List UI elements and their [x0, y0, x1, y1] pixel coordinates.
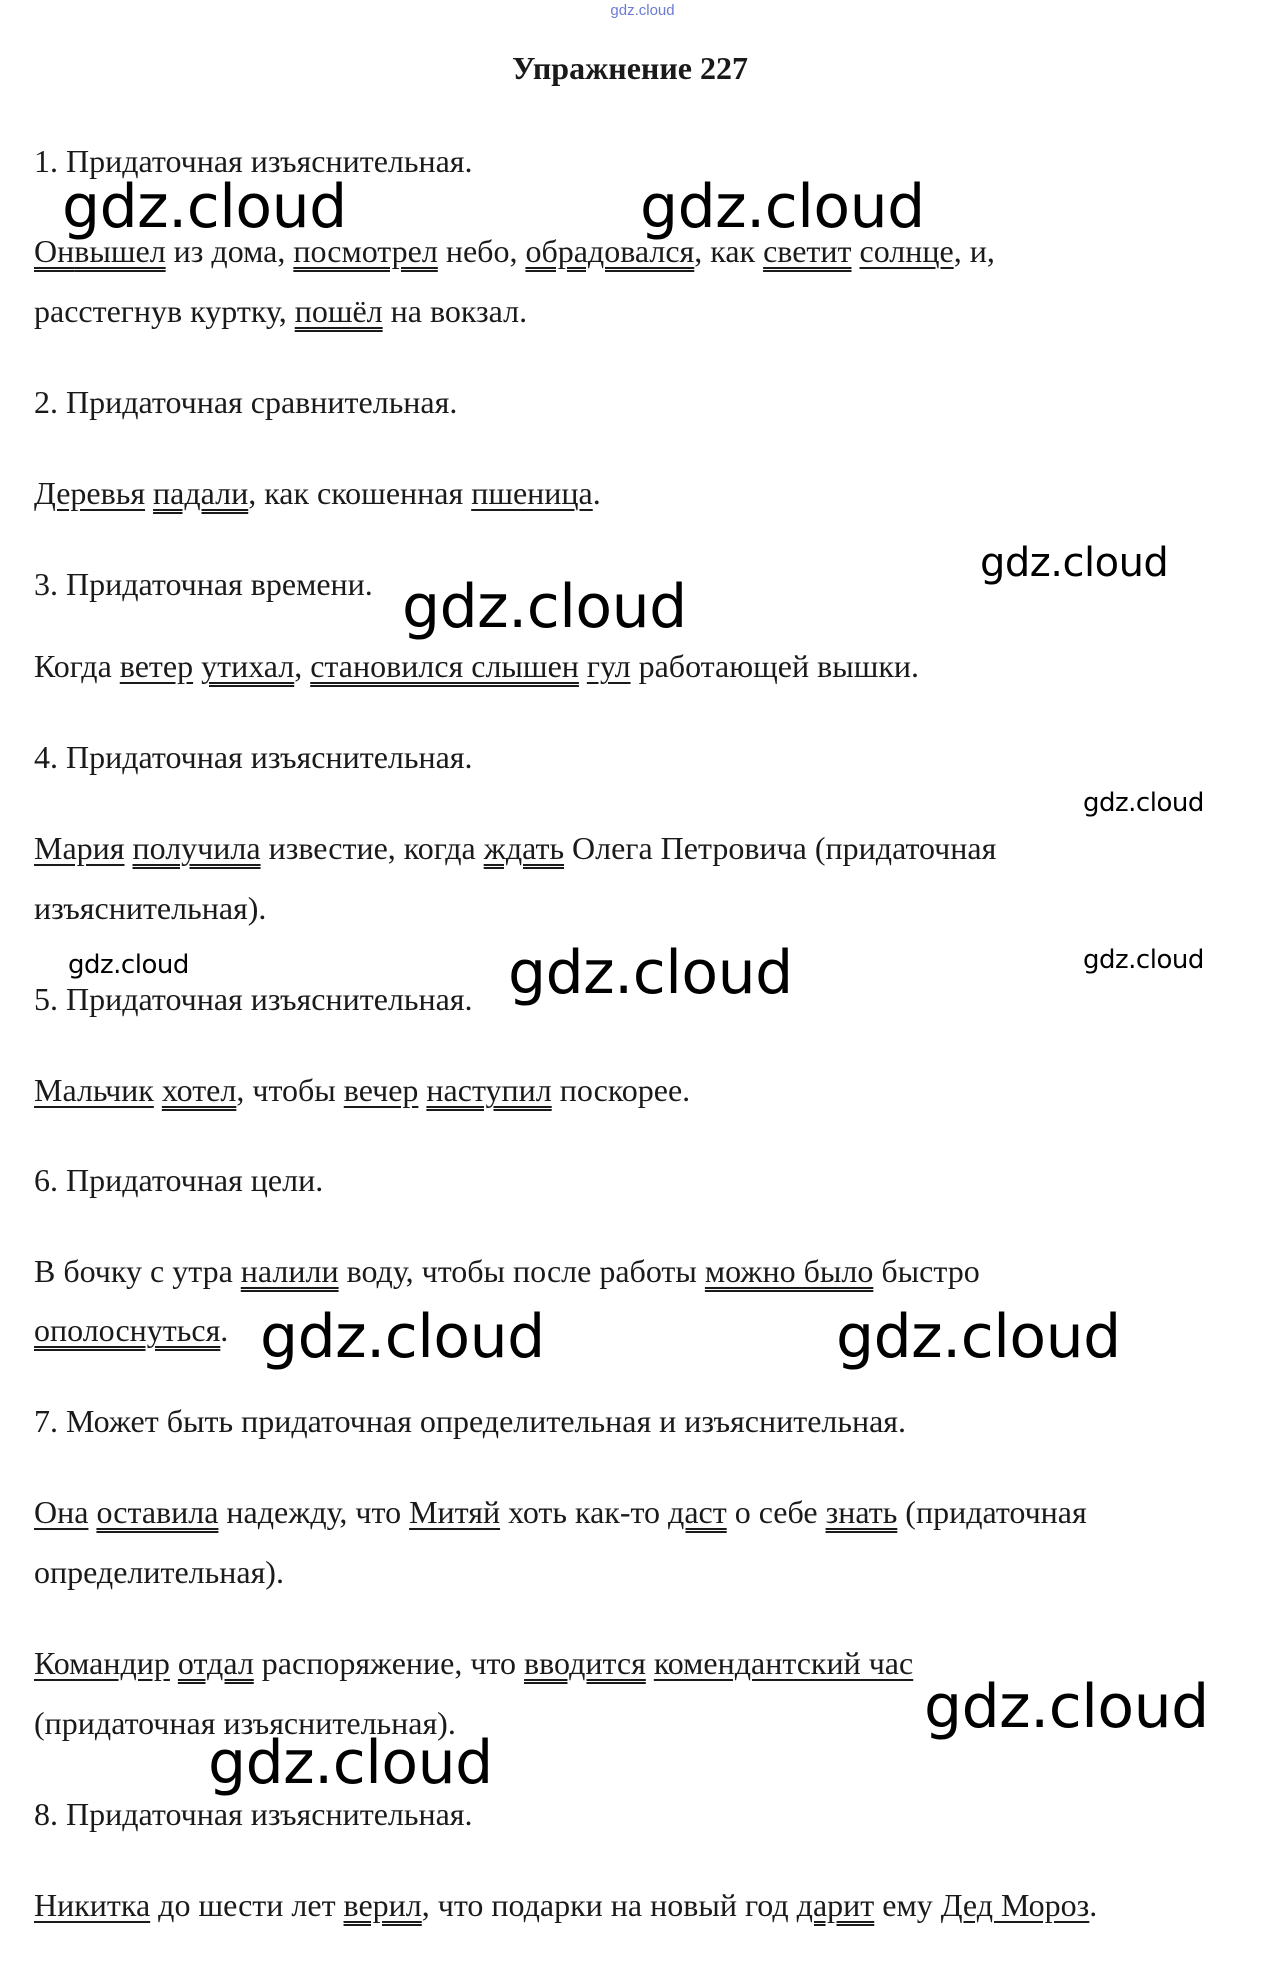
predicate: даст: [668, 1494, 727, 1530]
subject: Он: [34, 233, 75, 269]
predicate: вводится: [524, 1645, 646, 1681]
subject: вечер: [343, 1072, 419, 1108]
text: В бочку с утра: [34, 1253, 241, 1289]
item-3-sentence: [34, 648, 919, 685]
watermark: gdz.cloud: [640, 172, 925, 242]
predicate: дарит: [796, 1887, 875, 1923]
item-7-sentence-2-line-1: [34, 1645, 913, 1682]
text: [145, 475, 153, 511]
text: небо,: [437, 233, 526, 269]
predicate: хотел: [161, 1072, 237, 1108]
subject: Она: [34, 1494, 89, 1530]
text: [193, 648, 201, 684]
text: , что подарки на новый год: [421, 1887, 797, 1923]
item-2-heading: 2. Придаточная сравнительная.: [34, 384, 458, 420]
watermark: gdz.cloud: [924, 1672, 1209, 1742]
text: воду, чтобы после работы: [338, 1253, 705, 1289]
subject: гул: [586, 648, 631, 684]
text: .: [592, 475, 601, 511]
subject: Дед Мороз: [940, 1887, 1090, 1923]
predicate: наступил: [426, 1072, 552, 1108]
text: [125, 830, 133, 866]
item-2-sentence: [34, 475, 601, 512]
item-7-sentence-2-line-2: (придаточная изъяснительная).: [34, 1705, 456, 1741]
watermark: gdz.cloud: [402, 572, 687, 642]
predicate: знать: [825, 1494, 898, 1530]
text: распоряжение, что: [253, 1645, 525, 1681]
item-8-heading: 8. Придаточная изъяснительная.: [34, 1796, 473, 1832]
text: [170, 1645, 178, 1681]
item-6-sentence-line-1: [34, 1253, 980, 1290]
text: .: [1089, 1887, 1098, 1923]
subject: комендантский час: [653, 1645, 914, 1681]
text: .: [220, 1312, 229, 1348]
text: работающей вышки.: [630, 648, 920, 684]
item-1-heading: 1. Придаточная изъяснительная.: [34, 143, 473, 179]
watermark: gdz.cloud: [1083, 945, 1204, 975]
text: [154, 1072, 162, 1108]
text: Олега Петровича (придаточная: [564, 830, 997, 866]
watermark: gdz.cloud: [260, 1302, 545, 1372]
predicate: ждать: [483, 830, 565, 866]
subject: солнце: [859, 233, 954, 269]
item-4-sentence-line-1: [34, 830, 996, 867]
item-7-sentence-1-line-1: [34, 1494, 1087, 1531]
item-4-sentence-line-2: изъяснительная).: [34, 890, 267, 926]
item-7-sentence-1-line-2: определительная).: [34, 1554, 284, 1590]
text: , как: [694, 233, 764, 269]
text: из дома,: [165, 233, 294, 269]
text: до шести лет: [150, 1887, 344, 1923]
predicate: можно было: [704, 1253, 874, 1289]
item-6-sentence-line-2: [34, 1312, 228, 1349]
site-mark: gdz.cloud: [610, 2, 675, 19]
watermark: gdz.cloud: [1083, 788, 1204, 818]
item-6-heading: 6. Придаточная цели.: [34, 1162, 324, 1198]
subject: Мальчик: [34, 1072, 154, 1108]
predicate: верил: [343, 1887, 422, 1923]
predicate: падали: [153, 475, 249, 511]
predicate: обрадовался: [525, 233, 695, 269]
watermark: gdz.cloud: [62, 172, 347, 242]
subject: Митяй: [409, 1494, 501, 1530]
page-title: Упражнение 227: [511, 50, 748, 86]
subject: Деревья: [34, 475, 146, 511]
subject: пшеница: [471, 475, 593, 511]
text: расстегнув куртку,: [34, 293, 295, 329]
text: на вокзал.: [382, 293, 528, 329]
predicate: отдал: [177, 1645, 254, 1681]
watermark: gdz.cloud: [980, 540, 1169, 586]
text: ,: [294, 648, 311, 684]
item-3-heading: 3. Придаточная времени.: [34, 566, 373, 602]
text: [579, 648, 587, 684]
text: хоть как-то: [500, 1494, 669, 1530]
predicate: получила: [132, 830, 261, 866]
predicate: вышел: [74, 233, 166, 269]
text: ему: [874, 1887, 941, 1923]
item-1-sentence-line-2: [34, 293, 527, 330]
predicate: ополоснуться: [34, 1312, 221, 1348]
predicate: посмотрел: [293, 233, 438, 269]
predicate: оставила: [96, 1494, 219, 1530]
text: быстро: [873, 1253, 980, 1289]
item-5-sentence: [34, 1072, 690, 1109]
predicate: светит: [763, 233, 852, 269]
predicate: становился слышен: [310, 648, 579, 684]
watermark: gdz.cloud: [68, 950, 189, 980]
text: , и,: [953, 233, 995, 269]
item-8-sentence: [34, 1887, 1097, 1924]
item-7-heading: 7. Может быть придаточная определительная и изъяснительная.: [34, 1403, 907, 1439]
text: известие, когда: [260, 830, 484, 866]
text: , чтобы: [236, 1072, 344, 1108]
subject: Командир: [34, 1645, 170, 1681]
subject: Мария: [34, 830, 125, 866]
predicate: налили: [240, 1253, 339, 1289]
watermark: gdz.cloud: [208, 1728, 493, 1798]
subject: ветер: [119, 648, 194, 684]
text: надежду, что: [218, 1494, 410, 1530]
text: о себе: [726, 1494, 826, 1530]
text: (придаточная: [897, 1494, 1087, 1530]
watermark: gdz.cloud: [836, 1302, 1121, 1372]
watermark: gdz.cloud: [508, 938, 793, 1008]
text: [646, 1645, 654, 1681]
predicate: пошёл: [294, 293, 383, 329]
predicate: утихал: [201, 648, 295, 684]
item-4-heading: 4. Придаточная изъяснительная.: [34, 739, 473, 775]
subject: Никитка: [34, 1887, 151, 1923]
item-5-heading: 5. Придаточная изъяснительная.: [34, 981, 473, 1017]
text: , как скошенная: [248, 475, 472, 511]
text: Когда: [34, 648, 120, 684]
text: поскорее.: [551, 1072, 691, 1108]
